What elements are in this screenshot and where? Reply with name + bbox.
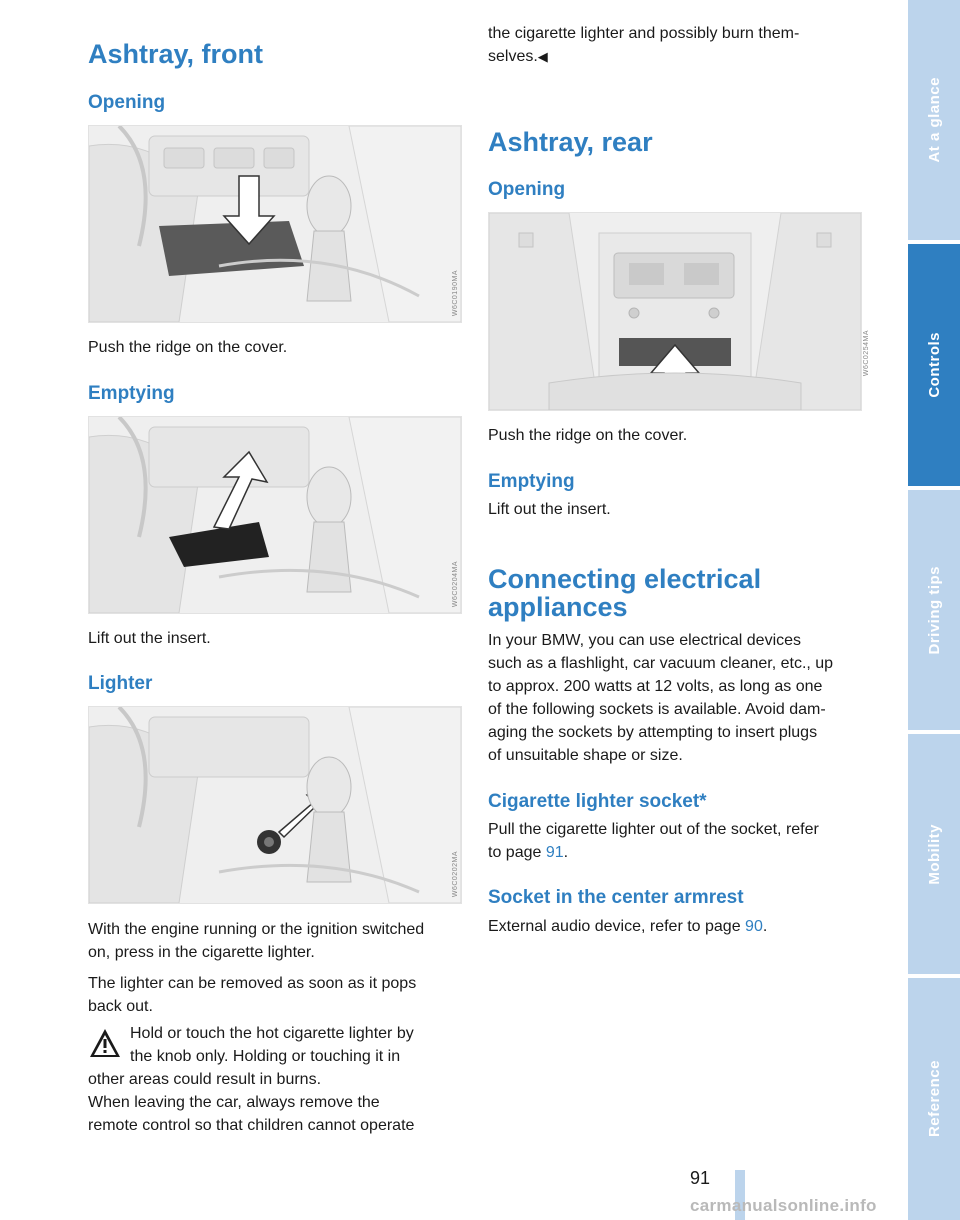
- warning-text-start: Hold or touch the hot cigarette lighter by the knob only. Holding or touching it in: [130, 1025, 414, 1065]
- figure-code: W6C0254MA: [863, 330, 870, 377]
- warning-triangle-icon: [88, 1027, 122, 1059]
- illustration-console: [89, 707, 461, 903]
- figure-code: W6C0202MA: [452, 850, 459, 897]
- section-heading-ashtray-front: Ashtray, front: [88, 39, 264, 69]
- figure-code: W6C0204MA: [452, 560, 459, 607]
- subheading-rear-opening: Opening: [488, 179, 566, 200]
- page-number: 91: [690, 1168, 711, 1188]
- subheading-opening: Opening: [88, 92, 166, 113]
- subheading-lighter-socket: Cigarette lighter socket*: [488, 791, 707, 812]
- text-lighter-instruction: With the engine running or the ignition switched on, press in the cigarette lighter.: [88, 921, 425, 961]
- text-emptying-instruction: Lift out the insert.: [88, 630, 211, 647]
- section-heading-connecting: Connecting electrical appliances: [488, 564, 762, 622]
- text-connecting-appliances: In your BMW, you can use electrical devices such as a flashlight, car vacuum cleaner, etc., up to approx. 200 watts at 12 volts, as long as one of the following sockets is available. Avoid dam- aging the sockets by attempting to insert plugs of unsuitable shape or size.: [488, 632, 834, 764]
- text-rear-emptying-instruction: Lift out the insert.: [488, 501, 611, 518]
- tab-driving-tips[interactable]: Driving tips: [908, 490, 960, 730]
- subheading-rear-emptying: Emptying: [488, 471, 575, 492]
- text-lighter-removal: The lighter can be removed as soon as it pops back out.: [88, 975, 417, 1015]
- text-lighter-socket: Pull the cigarette lighter out of the socket, refer to page 91.: [488, 821, 819, 861]
- figure-ashtray-front-opening: [88, 125, 462, 323]
- warning-text-continued: other areas could result in burns. When leaving the car, always remove the remote control so that children cannot operate: [88, 1071, 415, 1134]
- tab-controls[interactable]: Controls: [908, 244, 960, 486]
- figure-code: W6C0190MA: [452, 269, 459, 316]
- tab-at-a-glance[interactable]: At a glance: [908, 0, 960, 240]
- subheading-lighter: Lighter: [88, 673, 153, 694]
- figure-cigarette-lighter: [88, 706, 462, 904]
- page-reference-link[interactable]: 90: [745, 918, 763, 935]
- end-mark-icon: ◀: [537, 49, 548, 64]
- tab-mobility[interactable]: Mobility: [908, 734, 960, 974]
- chapter-tabs: [908, 0, 960, 1220]
- text-armrest-socket: External audio device, refer to page 90.: [488, 918, 768, 935]
- watermark: carmanualsonline.info: [690, 1196, 877, 1215]
- illustration-rear-console: [489, 213, 861, 410]
- illustration-console: [89, 417, 461, 613]
- section-heading-ashtray-rear: Ashtray, rear: [488, 127, 653, 157]
- warning-text-end: the cigarette lighter and possibly burn them- selves.◀: [488, 25, 800, 65]
- subheading-armrest-socket: Socket in the center armrest: [488, 887, 744, 908]
- figure-ashtray-rear-opening: [488, 212, 862, 411]
- figure-ashtray-front-emptying: [88, 416, 462, 614]
- subheading-emptying: Emptying: [88, 383, 175, 404]
- tab-reference[interactable]: Reference: [908, 978, 960, 1220]
- illustration-console: [89, 126, 461, 322]
- text-opening-instruction: Push the ridge on the cover.: [88, 339, 288, 356]
- page-reference-link[interactable]: 91: [545, 844, 564, 861]
- text-rear-opening-instruction: Push the ridge on the cover.: [488, 427, 688, 444]
